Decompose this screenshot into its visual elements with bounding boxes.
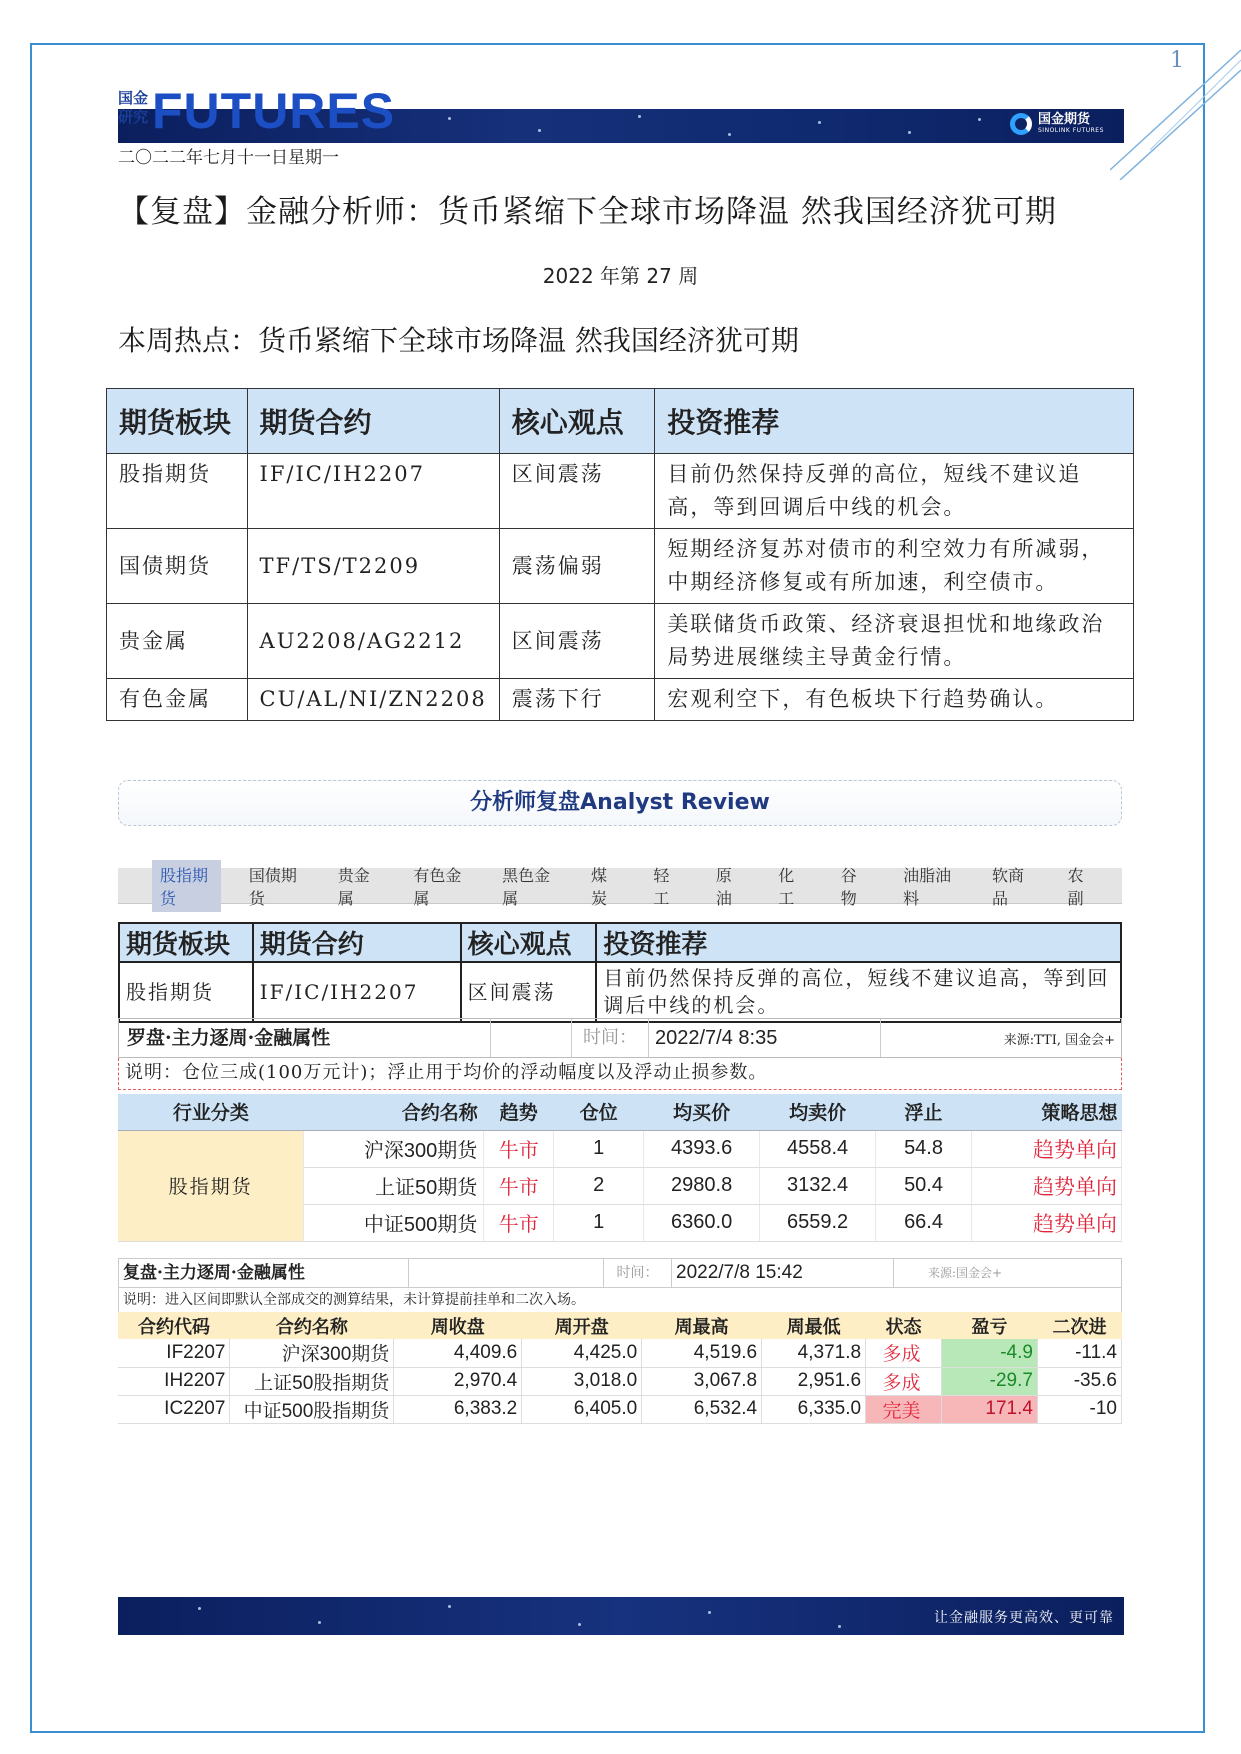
trend-cell: 牛市 — [484, 1204, 554, 1241]
name-cell: 沪深300期货 — [230, 1339, 394, 1367]
review-title: 复盘·主力逐周·金融属性 — [119, 1259, 409, 1287]
contract-cell: IF/IC/IH2207 — [253, 962, 461, 1022]
report-date: 二〇二二年七月十一日星期一 — [118, 148, 339, 168]
brand-right-name: 国金期货 — [1038, 112, 1091, 127]
strategy-cell: 趋势单向 — [972, 1130, 1122, 1167]
contract-name-cell: 中证500期货 — [304, 1204, 484, 1241]
sector-tabs — [118, 865, 1122, 908]
col-header: 均买价 — [644, 1094, 760, 1130]
status-cell: 完美 — [866, 1395, 942, 1423]
close-cell: 2,970.4 — [394, 1367, 522, 1395]
recommendation-cell: 短期经济复苏对债市的利空效力有所减弱，中期经济修复或有所加速，利空债市。 — [655, 529, 1134, 604]
position-cell: 1 — [554, 1130, 644, 1167]
tab-soft-commodities[interactable]: 软商品 — [991, 865, 1024, 908]
second-entry-cell: -35.6 — [1037, 1367, 1121, 1395]
footer-slogan: 让金融服务更高效、更可靠 — [934, 1610, 1114, 1626]
tab-chemicals[interactable]: 化工 — [778, 865, 795, 908]
tab-light-industry[interactable]: 轻工 — [653, 865, 670, 908]
recommendation-cell: 宏观利空下，有色板块下行趋势确认。 — [655, 679, 1134, 721]
col-header: 盈亏 — [942, 1312, 1038, 1339]
tab-oils[interactable]: 油脂油料 — [903, 865, 952, 908]
contract-cell: IF/IC/IH2207 — [247, 454, 499, 529]
strategy-cell: 趋势单向 — [972, 1204, 1122, 1241]
review-table — [118, 1312, 1122, 1424]
col-header: 浮止 — [876, 1094, 972, 1130]
avg-sell-cell: 3132.4 — [760, 1167, 876, 1204]
compass-time: 2022/7/4 8:35 — [649, 1019, 881, 1057]
summary-table — [106, 388, 1134, 721]
tab-coal[interactable]: 煤炭 — [591, 865, 608, 908]
low-cell: 2,951.6 — [762, 1367, 866, 1395]
view-cell: 区间震荡 — [499, 454, 655, 529]
brand-small — [118, 89, 148, 127]
strategy-cell: 趋势单向 — [972, 1167, 1122, 1204]
tab-agri-byproducts[interactable]: 农副 — [1067, 865, 1084, 908]
sector-cell: 股指期货 — [119, 962, 253, 1022]
table-row — [118, 1130, 1122, 1167]
name-cell: 中证500股指期货 — [230, 1395, 394, 1423]
avg-buy-cell: 6360.0 — [644, 1204, 760, 1241]
float-stop-cell: 66.4 — [876, 1204, 972, 1241]
status-cell: 多成 — [866, 1367, 942, 1395]
company-logo-icon — [1010, 113, 1032, 135]
col-header: 均卖价 — [760, 1094, 876, 1130]
recommendation-cell: 美联储货币政策、经济衰退担忧和地缘政治局势进展继续主导黄金行情。 — [655, 604, 1134, 679]
col-header: 状态 — [866, 1312, 942, 1339]
sector-cell: 贵金属 — [107, 604, 248, 679]
review-time-label: 时间： — [603, 1259, 671, 1287]
compass-source: 来源:TTI, 国金会+ — [1003, 1032, 1115, 1048]
col-header: 合约代码 — [118, 1312, 230, 1339]
float-stop-cell: 50.4 — [876, 1167, 972, 1204]
pl-cell: -29.7 — [942, 1367, 1038, 1395]
col-header: 行业分类 — [118, 1094, 304, 1130]
compass-panel — [118, 1018, 1122, 1242]
sector-cell: 国债期货 — [107, 529, 248, 604]
page-number: 1 — [1170, 48, 1184, 73]
category-cell: 股指期货 — [118, 1130, 304, 1241]
compass-table — [118, 1094, 1122, 1242]
col-header: 核心观点 — [499, 389, 655, 454]
low-cell: 6,335.0 — [762, 1395, 866, 1423]
col-header: 趋势 — [484, 1094, 554, 1130]
table-row — [107, 454, 1134, 529]
brand-right-logo — [1010, 113, 1104, 135]
contract-cell: AU2208/AG2212 — [247, 604, 499, 679]
weekly-review-panel — [118, 1258, 1122, 1424]
review-source: 来源:国金会+ — [893, 1259, 1121, 1287]
col-header: 合约名称 — [304, 1094, 484, 1130]
avg-buy-cell: 4393.6 — [644, 1130, 760, 1167]
table-row — [118, 1367, 1122, 1395]
name-cell: 上证50股指期货 — [230, 1367, 394, 1395]
high-cell: 4,519.6 — [642, 1339, 762, 1367]
brand-right-english: SINOLINK FUTURES — [1038, 127, 1104, 134]
table-row — [118, 1339, 1122, 1367]
position-cell: 2 — [554, 1167, 644, 1204]
col-header: 期货板块 — [107, 389, 248, 454]
position-cell: 1 — [554, 1204, 644, 1241]
col-header: 投资推荐 — [655, 389, 1134, 454]
decorative-lines — [1110, 40, 1241, 180]
open-cell: 6,405.0 — [522, 1395, 642, 1423]
second-entry-cell: -10 — [1037, 1395, 1121, 1423]
col-header: 周开盘 — [522, 1312, 642, 1339]
tab-nonferrous[interactable]: 有色金属 — [413, 865, 462, 908]
col-header: 周最高 — [642, 1312, 762, 1339]
weekly-hotspot: 本周热点：货币紧缩下全球市场降温 然我国经济犹可期 — [118, 324, 799, 357]
col-header: 期货合约 — [247, 389, 499, 454]
close-cell: 6,383.2 — [394, 1395, 522, 1423]
col-header: 周收盘 — [394, 1312, 522, 1339]
view-cell: 区间震荡 — [461, 962, 597, 1022]
low-cell: 4,371.8 — [762, 1339, 866, 1367]
col-header: 策略思想 — [972, 1094, 1122, 1130]
col-header: 投资推荐 — [596, 923, 1121, 962]
table-row — [107, 679, 1134, 721]
sector-cell: 有色金属 — [107, 679, 248, 721]
compass-note: 说明：仓位三成(100万元计)；浮止用于均价的浮动幅度以及浮动止损参数。 — [118, 1058, 1122, 1090]
open-cell: 3,018.0 — [522, 1367, 642, 1395]
table-row — [118, 1395, 1122, 1423]
review-note: 说明：进入区间即默认全部成交的测算结果，未计算提前挂单和二次入场。 — [118, 1288, 1122, 1312]
code-cell: IH2207 — [118, 1367, 230, 1395]
table-row — [119, 962, 1121, 1022]
second-entry-cell: -11.4 — [1037, 1339, 1121, 1367]
contract-cell: TF/TS/T2209 — [247, 529, 499, 604]
close-cell: 4,409.6 — [394, 1339, 522, 1367]
trend-cell: 牛市 — [484, 1167, 554, 1204]
high-cell: 3,067.8 — [642, 1367, 762, 1395]
contract-name-cell: 上证50期货 — [304, 1167, 484, 1204]
review-time: 2022/7/8 15:42 — [671, 1259, 893, 1287]
table-row — [107, 604, 1134, 679]
footer-band — [118, 1597, 1124, 1635]
tab-precious-metals[interactable]: 贵金属 — [337, 865, 370, 908]
avg-buy-cell: 2980.8 — [644, 1167, 760, 1204]
brand-small-line2: 研究 — [118, 108, 149, 126]
high-cell: 6,532.4 — [642, 1395, 762, 1423]
avg-sell-cell: 4558.4 — [760, 1130, 876, 1167]
recommendation-cell: 目前仍然保持反弹的高位，短线不建议追高，等到回调后中线的机会。 — [596, 962, 1121, 1022]
open-cell: 4,425.0 — [522, 1339, 642, 1367]
brand-small-line1: 国金 — [118, 89, 149, 107]
week-label: 2022 年第 27 周 — [542, 264, 699, 288]
view-cell: 区间震荡 — [499, 604, 655, 679]
sector-table — [118, 922, 1122, 1023]
pl-cell: -4.9 — [942, 1339, 1038, 1367]
table-row — [107, 529, 1134, 604]
col-header: 核心观点 — [461, 923, 597, 962]
avg-sell-cell: 6559.2 — [760, 1204, 876, 1241]
sector-cell: 股指期货 — [107, 454, 248, 529]
brand-futures-logo: FUTURES — [152, 83, 396, 139]
pl-cell: 171.4 — [942, 1395, 1038, 1423]
tab-ferrous[interactable]: 黑色金属 — [502, 865, 551, 908]
view-cell: 震荡下行 — [499, 679, 655, 721]
review-header — [118, 1258, 1122, 1288]
contract-name-cell: 沪深300期货 — [304, 1130, 484, 1167]
col-header: 期货板块 — [119, 923, 253, 962]
float-stop-cell: 54.8 — [876, 1130, 972, 1167]
page-title: 【复盘】金融分析师：货币紧缩下全球市场降温 然我国经济犹可期 — [118, 194, 1057, 230]
tab-grains[interactable]: 谷物 — [840, 865, 857, 908]
trend-cell: 牛市 — [484, 1130, 554, 1167]
tab-stock-index[interactable]: 股指期货 — [152, 860, 221, 912]
status-cell: 多成 — [866, 1339, 942, 1367]
col-header: 期货合约 — [253, 923, 461, 962]
compass-header — [118, 1018, 1122, 1058]
analyst-review-banner: 分析师复盘Analyst Review — [118, 780, 1122, 826]
col-header: 二次进 — [1037, 1312, 1121, 1339]
compass-time-label: 时间： — [571, 1019, 649, 1057]
code-cell: IC2207 — [118, 1395, 230, 1423]
tab-treasury[interactable]: 国债期货 — [248, 865, 297, 908]
view-cell: 震荡偏弱 — [499, 529, 655, 604]
col-header: 合约名称 — [230, 1312, 394, 1339]
col-header: 周最低 — [762, 1312, 866, 1339]
code-cell: IF2207 — [118, 1339, 230, 1367]
recommendation-cell: 目前仍然保持反弹的高位，短线不建议追高，等到回调后中线的机会。 — [655, 454, 1134, 529]
contract-cell: CU/AL/NI/ZN2208 — [247, 679, 499, 721]
col-header: 仓位 — [554, 1094, 644, 1130]
compass-title: 罗盘·主力逐周·金融属性 — [119, 1019, 491, 1057]
tab-crude-oil[interactable]: 原油 — [715, 865, 732, 908]
